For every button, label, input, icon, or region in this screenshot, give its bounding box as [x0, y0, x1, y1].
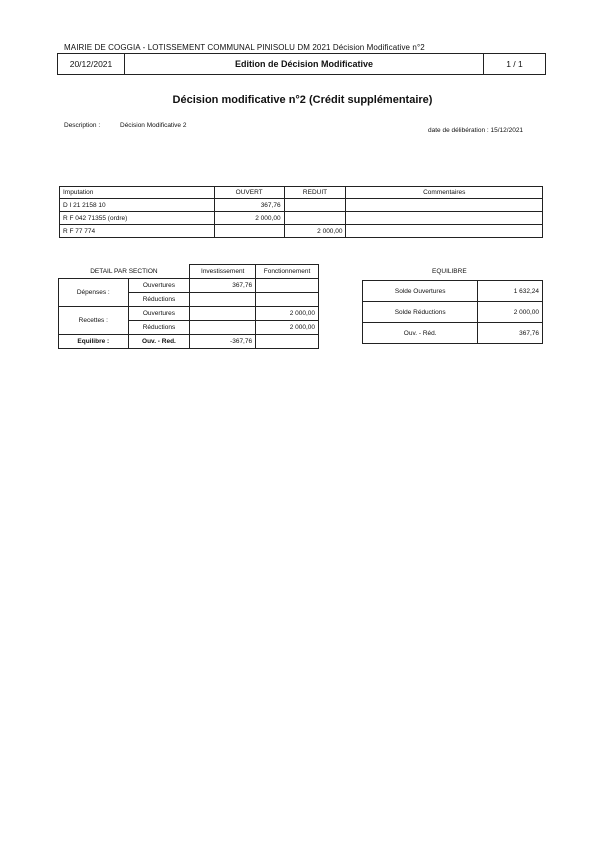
solde-ouvertures-label: Solde Ouvertures — [363, 281, 478, 302]
description-label: Description : — [64, 122, 101, 129]
cell-reduit: 2 000,00 — [284, 225, 346, 238]
rec-red-fonct: 2 000,00 — [256, 321, 319, 335]
detail-section-table — [58, 264, 319, 349]
rec-red-invest — [190, 321, 256, 335]
document-title: Décision modificative n°2 (Crédit supplémentaire) — [172, 94, 433, 106]
col-investissement: Investissement — [190, 265, 256, 279]
dep-red-fonct — [256, 293, 319, 307]
solde-ouvertures-value: 1 632,24 — [478, 281, 543, 302]
rec-ouv-invest — [190, 307, 256, 321]
description-value: Décision Modificative 2 — [120, 122, 187, 129]
equilibre-label: Equilibre : — [59, 335, 129, 349]
cell-commentaires — [346, 199, 543, 212]
eq-invest: -367,76 — [190, 335, 256, 349]
header-box — [57, 53, 546, 75]
ouvertures-label: Ouvertures — [128, 307, 190, 321]
reductions-label: Réductions — [128, 321, 190, 335]
col-ouvert: OUVERT — [214, 187, 284, 199]
equilibre-table — [362, 280, 543, 344]
table-row — [59, 307, 319, 321]
header-date: 20/12/2021 — [69, 59, 113, 69]
eq-fonct — [256, 335, 319, 349]
header-edition: Edition de Décision Modificative — [234, 59, 374, 69]
cell-ouvert: 367,76 — [214, 199, 284, 212]
imputation-table — [59, 186, 543, 238]
table-row — [363, 323, 543, 344]
header-page: 1 / 1 — [506, 59, 523, 69]
col-commentaires: Commentaires — [346, 187, 543, 199]
depenses-label: Dépenses : — [59, 279, 129, 307]
ouvertures-label: Ouvertures — [128, 279, 190, 293]
cell-reduit — [284, 212, 346, 225]
dep-ouv-invest: 367,76 — [190, 279, 256, 293]
ouv-red-total-label: Ouv. - Réd. — [363, 323, 478, 344]
cell-ouvert — [214, 225, 284, 238]
detail-header-row — [59, 265, 319, 279]
col-reduit: REDUIT — [284, 187, 346, 199]
cell-commentaires — [346, 212, 543, 225]
deliberation-date: date de délibération : 15/12/2021 — [428, 127, 524, 134]
table-row — [60, 199, 543, 212]
rec-ouv-fonct: 2 000,00 — [256, 307, 319, 321]
table-row — [59, 279, 319, 293]
dep-red-invest — [190, 293, 256, 307]
table-row — [60, 225, 543, 238]
cell-imputation: R F 77 774 — [60, 225, 215, 238]
cell-imputation: R F 042 71355 (ordre) — [60, 212, 215, 225]
cell-imputation: D I 21 2158 10 — [60, 199, 215, 212]
cell-commentaires — [346, 225, 543, 238]
header-title: MAIRIE DE COGGIA - LOTISSEMENT COMMUNAL PINISOLU DM 2021 Décision Modificative n°2 — [64, 43, 425, 52]
cell-ouvert: 2 000,00 — [214, 212, 284, 225]
table-row — [363, 281, 543, 302]
col-fonctionnement: Fonctionnement — [256, 265, 319, 279]
table-header-row — [60, 187, 543, 199]
table-row — [363, 302, 543, 323]
detail-title: DETAIL PAR SECTION — [59, 265, 190, 279]
solde-reductions-label: Solde Réductions — [363, 302, 478, 323]
solde-reductions-value: 2 000,00 — [478, 302, 543, 323]
table-row — [59, 335, 319, 349]
ouv-red-total-value: 367,76 — [478, 323, 543, 344]
reductions-label: Réductions — [128, 293, 190, 307]
cell-reduit — [284, 199, 346, 212]
recettes-label: Recettes : — [59, 307, 129, 335]
dep-ouv-fonct — [256, 279, 319, 293]
equilibre-title: EQUILIBRE — [432, 268, 467, 275]
col-imputation: Imputation — [60, 187, 215, 199]
ouv-red-label: Ouv. - Red. — [128, 335, 190, 349]
table-row — [60, 212, 543, 225]
